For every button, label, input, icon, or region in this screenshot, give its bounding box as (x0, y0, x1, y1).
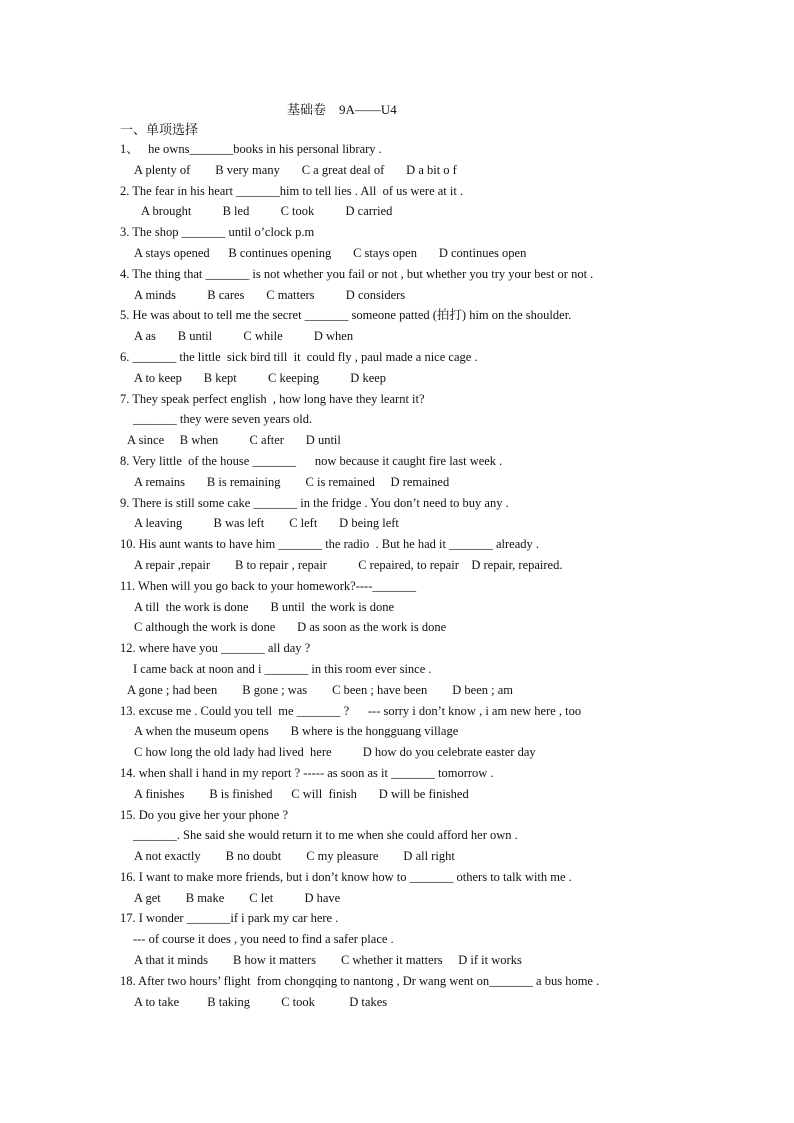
answer-options: A that it minds B how it matters C whether it matters D if it works (134, 953, 522, 968)
question-stem: 8. Very little of the house _______ now because it caught fire last week . (120, 453, 503, 468)
question-stem: 7. They speak perfect english , how long have they learnt it? (120, 391, 425, 406)
question-stem: 1、 he owns_______books in his personal library . (120, 142, 382, 156)
answer-options: A as B until C while D when (134, 329, 354, 344)
answer-options: A finishes B is finished C will finish D will be finished (134, 786, 469, 801)
question-stem: 16. I want to make more friends, but i don’t know how to _______ others to talk with me . (120, 869, 572, 884)
question-stem: 4. The thing that _______ is not whether you fail or not , but whether you try your best or not . (120, 266, 594, 281)
question-stem: 6. _______ the little sick bird till it could fly , paul made a nice cage . (120, 349, 478, 364)
answer-options: A to keep B kept C keeping D keep (134, 370, 387, 385)
question-stem: 13. excuse me . Could you tell me _______ ? --- sorry i don’t know , i am new here , too (120, 703, 582, 718)
answer-options: A minds B cares C matters D considers (134, 287, 406, 302)
answer-options: A plenty of B very many C a great deal of D a bit o f (134, 162, 457, 177)
question-stem: 17. I wonder _______if i park my car here . (120, 911, 339, 926)
question-stem: 11. When will you go back to your homework?----_______ (120, 578, 417, 593)
answer-options: A not exactly B no doubt C my pleasure D all right (134, 849, 455, 864)
answer-options: A till the work is done B until the work is done (134, 599, 395, 614)
question-stem: 18. After two hours’ flight from chongqing to nantong , Dr wang went on_______ a bus home . (120, 973, 600, 988)
question-stem-continued: I came back at noon and i _______ in this room ever since . (133, 661, 432, 676)
answer-options: A get B make C let D have (134, 890, 341, 905)
answer-options: A repair ,repair B to repair , repair C repaired, to repair D repair, repaired. (134, 557, 563, 572)
question-list (0, 139, 794, 1012)
question-stem: 14. when shall i hand in my report ? ----- as soon as it _______ tomorrow . (120, 765, 494, 780)
question-stem: 15. Do you give her your phone ? (120, 807, 289, 822)
question-stem-continued: _______ they were seven years old. (133, 412, 313, 427)
answer-options: A stays opened B continues opening C stays open D continues open (134, 245, 527, 260)
answer-options: C how long the old lady had lived here D how do you celebrate easter day (134, 745, 536, 760)
answer-options: C although the work is done D as soon as the work is done (134, 620, 447, 635)
page-title: 基础卷 9A——U4 (287, 102, 397, 117)
question-stem: 2. The fear in his heart _______him to tell lies . All of us were at it . (120, 183, 464, 198)
question-stem: 9. There is still some cake _______ in the fridge . You don’t need to buy any . (120, 495, 509, 510)
question-stem: 5. He was about to tell me the secret _______ someone patted (拍打) him on the shoulder. (120, 308, 572, 323)
section-heading: 一、单项选择 (120, 122, 199, 137)
answer-options: A gone ; had been B gone ; was C been ; have been D been ; am (127, 682, 514, 697)
answer-options: A since B when C after D until (127, 433, 341, 448)
question-stem: 12. where have you _______ all day ? (120, 641, 311, 656)
answer-options: A to take B taking C took D takes (134, 994, 388, 1009)
question-stem: 3. The shop _______ until o’clock p.m (120, 225, 315, 240)
answer-options: A when the museum opens B where is the hongguang village (134, 724, 459, 739)
question-stem: 10. His aunt wants to have him _______ the radio . But he had it _______ already . (120, 537, 540, 552)
answer-options: A brought B led C took D carried (141, 204, 393, 219)
answer-options: A leaving B was left C left D being left (134, 516, 399, 531)
answer-options: A remains B is remaining C is remained D remained (134, 474, 450, 489)
question-stem-continued: _______. She said she would return it to me when she could afford her own . (133, 828, 518, 843)
question-stem-continued: --- of course it does , you need to find a safer place . (133, 932, 394, 947)
